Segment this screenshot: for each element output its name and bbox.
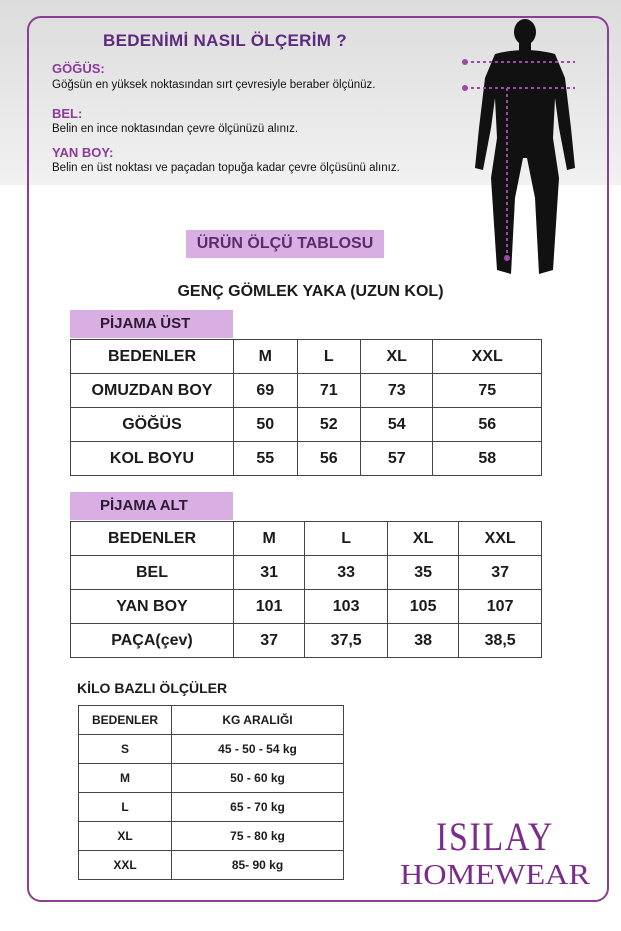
side-length-label: YAN BOY: <box>52 145 114 160</box>
table-header-row <box>79 706 344 735</box>
table-header-cell: L <box>297 340 361 374</box>
table-cell: 58 <box>433 442 542 476</box>
table-row <box>79 793 344 822</box>
table-header-cell: XL <box>361 340 433 374</box>
table-cell: 75 <box>433 374 542 408</box>
table-cell: 55 <box>234 442 298 476</box>
table-cell: 38,5 <box>459 624 542 658</box>
table-cell: 50 - 60 kg <box>172 764 344 793</box>
table-cell: S <box>79 735 172 764</box>
brand-name-line1: ISILAY <box>436 814 554 859</box>
table-header-cell: XXL <box>459 522 542 556</box>
pajama-bottom-label: PİJAMA ALT <box>70 492 233 520</box>
weight-table <box>78 705 344 880</box>
table-cell: 56 <box>297 442 361 476</box>
table-row <box>71 374 542 408</box>
table-cell: 75 - 80 kg <box>172 822 344 851</box>
table-cell: 37,5 <box>305 624 388 658</box>
table-header-cell: BEDENLER <box>71 340 234 374</box>
table-cell: KOL BOYU <box>71 442 234 476</box>
table-cell: 37 <box>234 624 305 658</box>
measure-title: BEDENİMİ NASIL ÖLÇERİM ? <box>103 31 347 50</box>
table-header-cell: KG ARALIĞI <box>172 706 344 735</box>
table-row <box>71 624 542 658</box>
weight-table-title: KİLO BAZLI ÖLÇÜLER <box>77 680 228 696</box>
table-cell: YAN BOY <box>71 590 234 624</box>
table-header-cell: XXL <box>433 340 542 374</box>
table-header-cell: XL <box>387 522 458 556</box>
body-silhouette-icon <box>455 18 595 280</box>
chest-label: GÖĞÜS: <box>52 61 105 76</box>
brand-name-line2: HOMEWEAR <box>400 860 591 890</box>
table-cell: 69 <box>234 374 298 408</box>
table-row <box>79 764 344 793</box>
table-cell: 38 <box>387 624 458 658</box>
table-row <box>79 822 344 851</box>
table-row <box>79 851 344 880</box>
table-cell: 105 <box>387 590 458 624</box>
table-row <box>71 442 542 476</box>
table-cell: 103 <box>305 590 388 624</box>
table-header-cell: BEDENLER <box>79 706 172 735</box>
table-cell: 33 <box>305 556 388 590</box>
table-cell: XXL <box>79 851 172 880</box>
table-cell: 45 - 50 - 54 kg <box>172 735 344 764</box>
pajama-bottom-table <box>70 521 542 658</box>
table-cell: OMUZDAN BOY <box>71 374 234 408</box>
table-cell: 50 <box>234 408 298 442</box>
pajama-top-table <box>70 339 542 476</box>
brand-logo <box>398 812 593 890</box>
table-cell: 65 - 70 kg <box>172 793 344 822</box>
table-cell: 71 <box>297 374 361 408</box>
chest-text: Göğsün en yüksek noktasından sırt çevresiyle beraber ölçünüz. <box>52 79 376 91</box>
table-cell: XL <box>79 822 172 851</box>
table-cell: BEL <box>71 556 234 590</box>
table-header-cell: BEDENLER <box>71 522 234 556</box>
table-cell: 52 <box>297 408 361 442</box>
pajama-top-label: PİJAMA ÜST <box>70 310 233 338</box>
table-header-row <box>71 340 542 374</box>
size-table-title: ÜRÜN ÖLÇÜ TABLOSU <box>186 230 384 258</box>
waist-text: Belin en ince noktasından çevre ölçünüzü alınız. <box>52 123 299 135</box>
table-cell: 37 <box>459 556 542 590</box>
table-cell: 56 <box>433 408 542 442</box>
table-header-cell: M <box>234 522 305 556</box>
table-row <box>71 408 542 442</box>
table-row <box>71 590 542 624</box>
table-header-cell: L <box>305 522 388 556</box>
table-cell: 54 <box>361 408 433 442</box>
table-cell: L <box>79 793 172 822</box>
table-header-row <box>71 522 542 556</box>
table-header-cell: M <box>234 340 298 374</box>
table-row <box>71 556 542 590</box>
table-cell: GÖĞÜS <box>71 408 234 442</box>
table-cell: PAÇA(çev) <box>71 624 234 658</box>
table-row <box>79 735 344 764</box>
waist-label: BEL: <box>52 106 83 121</box>
table-cell: 101 <box>234 590 305 624</box>
table-cell: 73 <box>361 374 433 408</box>
table-cell: 85- 90 kg <box>172 851 344 880</box>
table-cell: 57 <box>361 442 433 476</box>
table-cell: M <box>79 764 172 793</box>
table-cell: 107 <box>459 590 542 624</box>
table-cell: 31 <box>234 556 305 590</box>
product-title: GENÇ GÖMLEK YAKA (UZUN KOL) <box>177 283 444 300</box>
table-cell: 35 <box>387 556 458 590</box>
side-length-text: Belin en üst noktası ve paçadan topuğa kadar çevre ölçüsünü alınız. <box>52 162 400 174</box>
